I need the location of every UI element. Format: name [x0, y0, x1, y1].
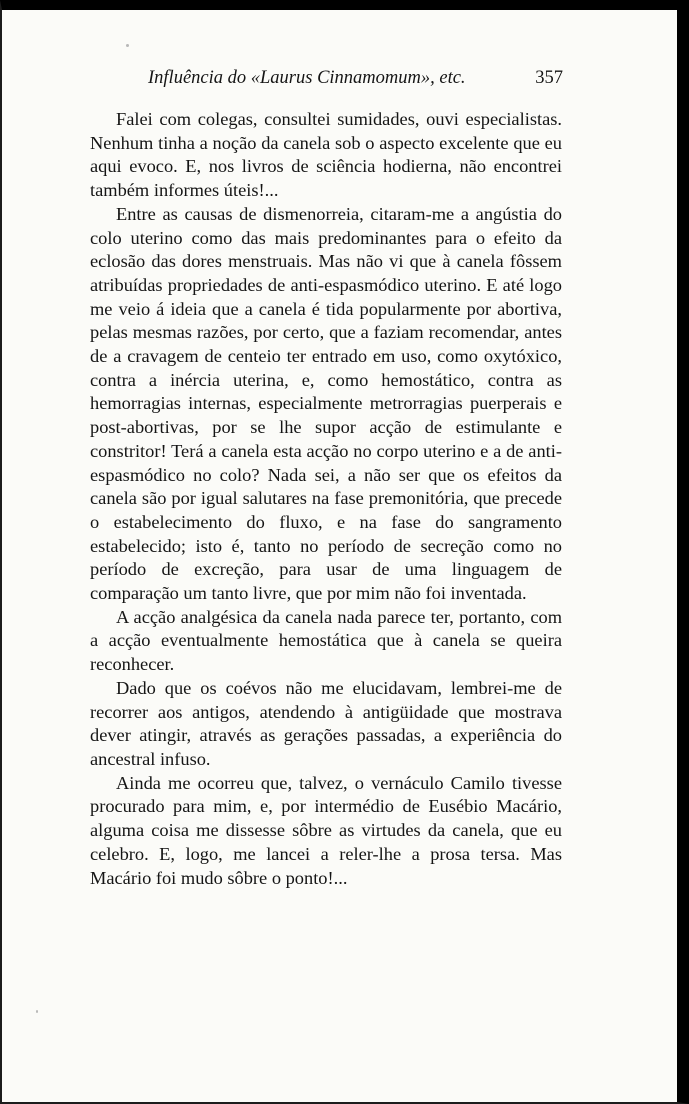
- running-title: Influência do «Laurus Cinnamomum», etc.: [148, 68, 466, 88]
- body-text: [90, 108, 562, 890]
- scan-speck: [36, 1010, 38, 1013]
- paragraph: A acção analgésica da canela nada parece ter, portanto, com a acção eventualmente hemostática que à canela se queira reconhecer.: [90, 606, 562, 675]
- paragraph: Ainda me ocorreu que, talvez, o vernáculo Camilo tivesse procurado para mim, e, por intermédio de Eusébio Macário, alguma coisa me dissesse sôbre as virtudes da canela, que eu celebro. E, logo, me lancei a reler-lhe a prosa tersa. Mas Macário foi mudo sôbre o ponto!...: [90, 772, 562, 888]
- page-header: [148, 65, 563, 91]
- paragraph: Dado que os coévos não me elucidavam, lembrei-me de recorrer aos antigos, atendendo à antigüidade que mostrava dever atingir, através as gerações passadas, a experiência do ancestral infuso.: [90, 677, 562, 769]
- paragraph: Falei com colegas, consultei sumidades, ouvi especialistas. Nenhum tinha a noção da canela sob o aspecto excelente que eu aqui evoco. E, nos livros de sciência hodierna, não encontrei também informes úteis!...: [90, 109, 562, 201]
- page-number: 357: [535, 68, 563, 88]
- scan-speck: [126, 44, 129, 47]
- paragraph: Entre as causas de dismenorreia, citaram-me a angústia do colo uterino como das mais predominantes para o efeito da eclosão das dores menstruais. Mas não vi que à canela fôssem atribuídas propriedades de anti-espasmódico uterino. E até logo me veio á ideia que a canela é tida popularmente por abortiva, pelas mesmas razões, por certo, que a faziam recomendar, antes de a cravagem de centeio ter entrado em uso, como oxytóxico, contra a inércia uterina, e, como hemostático, contra as hemorragias internas, especialmente metrorragias puerperais e post-abortivas, por se lhe supor acção de estimulante e constritor! Terá a canela esta acção no corpo uterino e a de anti-espasmódico no colo? Nada sei, a não ser que os efeitos da canela são por igual salutares na fase premonitória, que precede o estabelecimento do fluxo, e na fase do sangramento estabelecido; isto é, tanto no período de secreção como no período de excreção, para usar de uma linguagem de comparação um tanto livre, que por mim não foi inventada.: [90, 203, 562, 604]
